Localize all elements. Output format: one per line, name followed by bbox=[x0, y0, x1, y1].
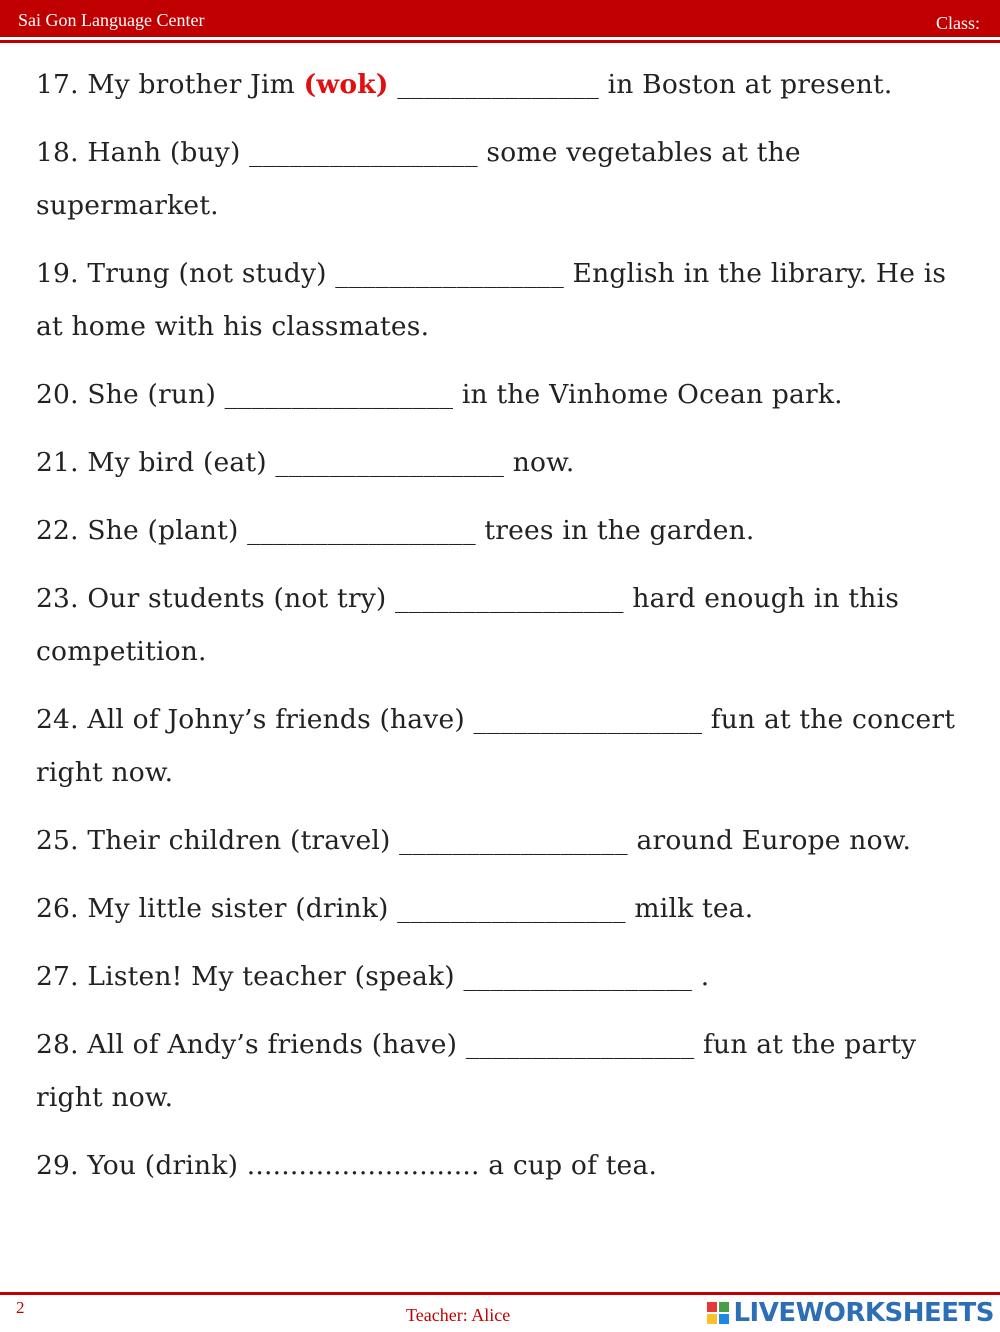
page-number: 2 bbox=[16, 1298, 25, 1317]
question-20 bbox=[36, 368, 966, 421]
question-text: Listen! My teacher (speak) _________________ . bbox=[87, 961, 710, 992]
page-header bbox=[0, 0, 1000, 37]
center-name: Sai Gon Language Center bbox=[18, 10, 205, 30]
exercise-list bbox=[36, 58, 966, 1207]
question-number: 27. bbox=[36, 961, 79, 992]
question-number: 17. bbox=[36, 69, 79, 100]
question-22 bbox=[36, 504, 966, 557]
question-number: 23. bbox=[36, 583, 79, 614]
question-number: 28. bbox=[36, 1029, 79, 1060]
question-text: Their children (travel) _________________ around Europe now. bbox=[87, 825, 912, 856]
question-23 bbox=[36, 572, 966, 678]
question-text: Hanh (buy) _________________ some vegetables at the supermarket. bbox=[36, 137, 801, 221]
question-text: All of Andy’s friends (have) _________________ fun at the party right now. bbox=[36, 1029, 917, 1113]
logo-square-red bbox=[707, 1302, 717, 1312]
question-21 bbox=[36, 436, 966, 489]
question-text: All of Johny’s friends (have) _________________ fun at the concert right now. bbox=[36, 704, 956, 788]
question-25 bbox=[36, 814, 966, 867]
question-text: Trung (not study) _________________ English in the library. He is at home with his classmates. bbox=[36, 258, 947, 342]
question-number: 20. bbox=[36, 379, 79, 410]
question-text: You (drink) ........................... a cup of tea. bbox=[87, 1150, 658, 1181]
question-number: 29. bbox=[36, 1150, 79, 1181]
question-26 bbox=[36, 882, 966, 935]
question-17 bbox=[36, 58, 966, 111]
footer-divider bbox=[0, 1292, 1000, 1295]
liveworksheets-logo-icon bbox=[707, 1302, 729, 1324]
question-text-after: _______________ in Boston at present. bbox=[388, 69, 893, 100]
question-text: Our students (not try) _________________ hard enough in this competition. bbox=[36, 583, 900, 667]
question-number: 26. bbox=[36, 893, 79, 924]
question-28 bbox=[36, 1018, 966, 1124]
question-19 bbox=[36, 247, 966, 353]
question-number: 19. bbox=[36, 258, 79, 289]
teacher-name: Teacher: Alice bbox=[406, 1305, 511, 1325]
question-text: My little sister (drink) _________________ milk tea. bbox=[87, 893, 754, 924]
question-text: My bird (eat) _________________ now. bbox=[87, 447, 575, 478]
brand-name: LIVEWORKSHEETS bbox=[733, 1298, 994, 1328]
class-label: Class: bbox=[935, 13, 980, 33]
question-number: 25. bbox=[36, 825, 79, 856]
logo-square-blue bbox=[719, 1314, 729, 1324]
question-text: She (run) _________________ in the Vinhome Ocean park. bbox=[87, 379, 843, 410]
question-18 bbox=[36, 126, 966, 232]
question-number: 18. bbox=[36, 137, 79, 168]
question-24 bbox=[36, 693, 966, 799]
question-27 bbox=[36, 950, 966, 1003]
logo-square-yellow bbox=[707, 1314, 717, 1324]
question-number: 21. bbox=[36, 447, 79, 478]
question-number: 22. bbox=[36, 515, 79, 546]
highlighted-word: (wok) bbox=[303, 69, 389, 100]
question-text: She (plant) _________________ trees in the garden. bbox=[87, 515, 755, 546]
question-number: 24. bbox=[36, 704, 79, 735]
question-text: My brother Jim bbox=[87, 69, 304, 100]
question-29 bbox=[36, 1139, 966, 1192]
header-divider bbox=[0, 40, 1000, 43]
liveworksheets-brand[interactable] bbox=[707, 1297, 994, 1329]
logo-square-green bbox=[719, 1302, 729, 1312]
